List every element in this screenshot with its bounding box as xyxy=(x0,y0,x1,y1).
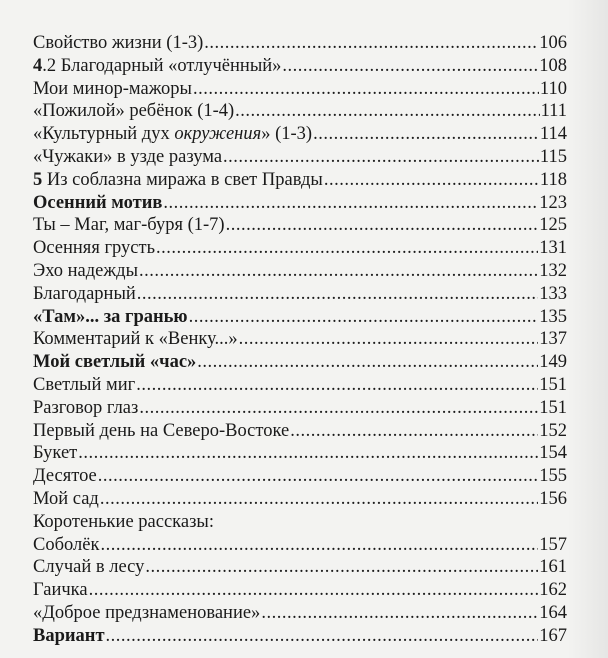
dot-leader xyxy=(193,78,539,101)
dot-leader xyxy=(223,146,539,169)
toc-entry-title: Мой светлый «час» xyxy=(33,352,197,373)
toc-entry-title-post: » (1-3) xyxy=(261,124,313,145)
toc-entry-title: Соболёк xyxy=(33,534,100,555)
toc-entry-title: Случай в лесу xyxy=(33,557,145,578)
toc-entry-title: Эхо надежды xyxy=(33,260,138,281)
dot-leader xyxy=(136,374,538,397)
toc-entry xyxy=(33,78,567,101)
toc-entry xyxy=(33,283,567,306)
dot-leader xyxy=(100,488,538,511)
toc-entry-page: 125 xyxy=(539,215,567,236)
toc-entry-title: Гаичка xyxy=(33,580,88,601)
toc-entry-title-text: .2 Благодарный «отлучённый» xyxy=(42,55,282,76)
toc-entry-page: 154 xyxy=(539,443,567,464)
toc-entry-title: Вариант xyxy=(33,625,105,646)
toc-entry-page: 114 xyxy=(539,124,567,145)
toc-entry xyxy=(33,260,567,283)
dot-leader xyxy=(324,169,539,192)
toc-entry-page: 111 xyxy=(540,101,567,122)
page-edge-shadow xyxy=(568,0,608,658)
toc-section-number: 4 xyxy=(33,55,43,76)
toc-entry xyxy=(33,397,567,420)
dot-leader xyxy=(100,534,538,557)
toc-entry-page: 137 xyxy=(539,329,567,350)
toc-entry xyxy=(33,534,567,557)
toc-entry xyxy=(33,237,567,260)
toc-entry-title-pre: «Культурный дух xyxy=(33,124,175,145)
toc-entry-title: Мои минор-мажоры xyxy=(33,78,192,99)
dot-leader xyxy=(137,283,538,306)
toc-entry-page: 167 xyxy=(539,625,567,646)
toc-entry-title: «Пожилой» ребёнок (1-4) xyxy=(33,101,235,122)
toc-entry-page: 149 xyxy=(539,352,567,373)
dot-leader xyxy=(156,237,538,260)
toc-entry-page: 115 xyxy=(539,146,567,167)
dot-leader xyxy=(139,260,538,283)
toc-entry xyxy=(33,556,567,579)
toc-entry-title: Благодарный xyxy=(33,283,136,304)
dot-leader xyxy=(261,602,538,625)
dot-leader xyxy=(235,100,539,123)
dot-leader xyxy=(89,579,539,602)
toc-entry-title xyxy=(33,55,281,78)
toc-entry-page: 162 xyxy=(539,580,567,601)
toc-entry-page: 152 xyxy=(539,420,567,441)
toc-entry-title: «Чужаки» в узде разума xyxy=(33,146,223,167)
toc-entry-page: 151 xyxy=(539,397,567,418)
toc-entry xyxy=(33,192,567,215)
toc-entry-title: Десятое xyxy=(33,466,97,487)
toc-heading xyxy=(33,511,567,534)
dot-leader xyxy=(282,55,538,78)
toc-entry xyxy=(33,625,567,648)
toc-section-number: 5 xyxy=(33,169,43,190)
toc-entry xyxy=(33,351,567,374)
toc-entry-page: 155 xyxy=(539,466,567,487)
toc-entry xyxy=(33,146,567,169)
toc-entry-title: Свойство жизни (1-3) xyxy=(33,33,204,53)
toc-entry xyxy=(33,100,567,123)
toc-entry-page: 118 xyxy=(539,169,567,190)
toc-entry-page: 151 xyxy=(539,374,567,395)
dot-leader xyxy=(163,192,538,215)
toc-entry-page: 135 xyxy=(539,306,567,327)
toc-entry-title: Букет xyxy=(33,443,78,464)
toc-entry xyxy=(33,579,567,602)
dot-leader xyxy=(139,397,538,420)
dot-leader xyxy=(106,625,539,648)
toc-entry-title: Светлый миг xyxy=(33,374,136,395)
toc-entry xyxy=(33,214,567,237)
toc-entry-title: «Доброе предзнаменование» xyxy=(33,602,261,623)
dot-leader xyxy=(197,351,538,374)
toc-entry-title xyxy=(33,123,312,146)
toc-entry xyxy=(33,328,567,351)
toc-entry-page: 157 xyxy=(539,534,567,555)
toc-entry-page: 131 xyxy=(539,238,567,259)
dot-leader xyxy=(204,32,538,55)
toc-entry-title-text: Из соблазна миража в свет Правды xyxy=(42,169,323,190)
toc-entry-page: 164 xyxy=(539,602,567,623)
table-of-contents xyxy=(33,32,567,648)
toc-entry-page: 106 xyxy=(539,33,567,53)
toc-entry xyxy=(33,488,567,511)
toc-entry-title xyxy=(33,169,323,192)
toc-heading-text: Коротенькие рассказы: xyxy=(33,511,214,532)
toc-entry xyxy=(33,420,567,443)
toc-entry-page: 133 xyxy=(539,283,567,304)
dot-leader xyxy=(226,214,539,237)
toc-entry xyxy=(33,169,567,192)
toc-entry-page: 110 xyxy=(539,78,567,99)
toc-entry-title: Первый день на Северо-Востоке xyxy=(33,420,290,441)
toc-entry xyxy=(33,374,567,397)
dot-leader xyxy=(189,306,539,329)
toc-entry xyxy=(33,55,567,78)
toc-entry-page: 108 xyxy=(539,55,567,76)
dot-leader xyxy=(313,123,539,146)
dot-leader xyxy=(145,556,538,579)
dot-leader xyxy=(239,328,539,351)
toc-entry xyxy=(33,442,567,465)
toc-entry-title: Ты – Маг, маг-буря (1-7) xyxy=(33,215,225,236)
toc-entry-title: Осенняя грусть xyxy=(33,238,156,259)
dot-leader xyxy=(78,442,538,465)
toc-entry-page: 161 xyxy=(539,557,567,578)
toc-entry-title: Мой сад xyxy=(33,488,99,509)
toc-entry-title: «Там»... за гранью xyxy=(33,306,188,327)
toc-entry-title-emphasis: окружения xyxy=(174,124,262,145)
toc-entry-page: 156 xyxy=(539,488,567,509)
toc-entry-title: Осенний мотив xyxy=(33,192,163,213)
toc-entry-page: 123 xyxy=(539,192,567,213)
toc-entry-title: Разговор глаз xyxy=(33,397,139,418)
toc-entry xyxy=(33,306,567,329)
dot-leader xyxy=(290,420,538,443)
toc-entry xyxy=(33,32,567,55)
dot-leader xyxy=(98,465,538,488)
toc-entry-page: 132 xyxy=(539,260,567,281)
toc-entry-title: Комментарий к «Венку...» xyxy=(33,329,238,350)
toc-entry xyxy=(33,123,567,146)
toc-entry xyxy=(33,602,567,625)
toc-entry xyxy=(33,465,567,488)
